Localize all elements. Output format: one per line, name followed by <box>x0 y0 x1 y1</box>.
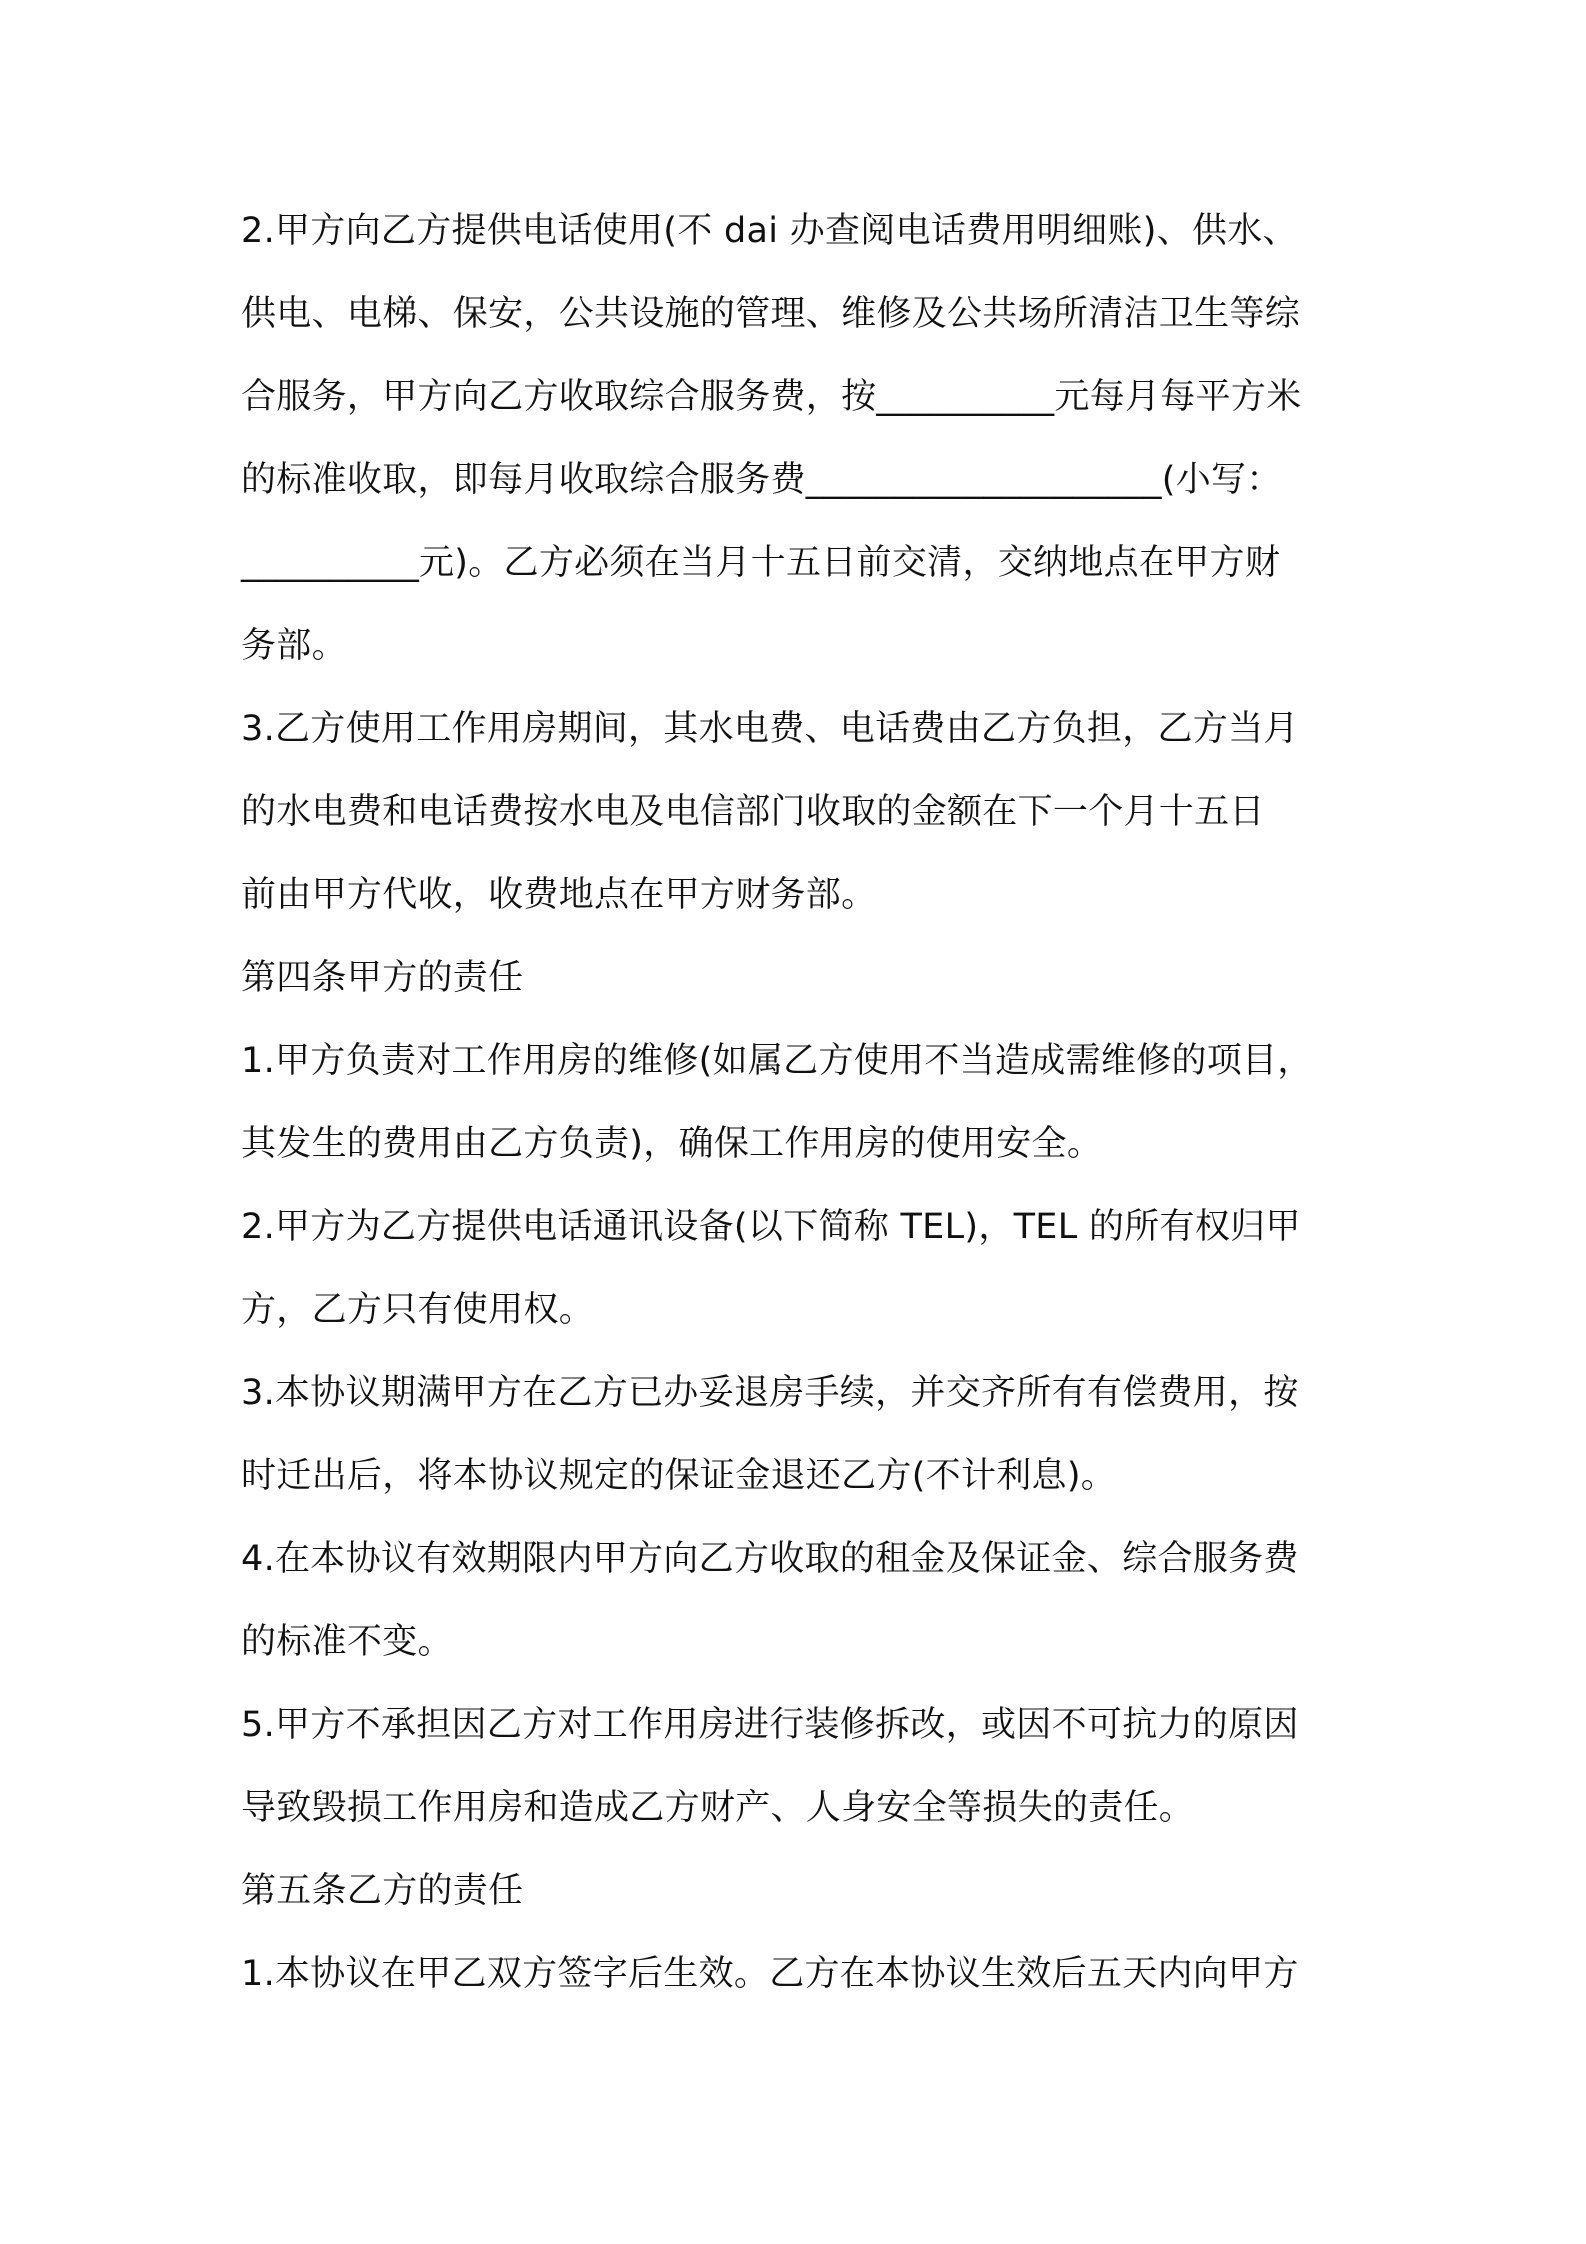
text-line: 2.甲方为乙方提供电话通讯设备(以下简称 TEL)，TEL 的所有权归甲 <box>241 1207 1301 1247</box>
text-line: 的标准收取，即每月收取综合服务费____________________(小写： <box>241 460 1282 500</box>
section-heading: 第五条乙方的责任 <box>241 1871 524 1911</box>
document-body <box>241 202 1351 2028</box>
section-heading: 第四条甲方的责任 <box>241 958 524 998</box>
text-line: 导致毁损工作用房和造成乙方财产、人身安全等损失的责任。 <box>241 1788 1195 1828</box>
text-line: 1.甲方负责对工作用房的维修(如属乙方使用不当造成需维修的项目， <box>241 1041 1313 1081</box>
text-line: 3.本协议期满甲方在乙方已办妥退房手续，并交齐所有有偿费用，按 <box>241 1373 1299 1413</box>
text-line: 前由甲方代收，收费地点在甲方财务部。 <box>241 875 877 915</box>
text-line: 的标准不变。 <box>241 1622 453 1662</box>
text-line: 的水电费和电话费按水电及电信部门收取的金额在下一个月十五日 <box>241 792 1265 832</box>
text-line: 供电、电梯、保安，公共设施的管理、维修及公共场所清洁卫生等综 <box>241 294 1301 334</box>
text-line: 2.甲方向乙方提供电话使用(不 dai 办查阅电话费用明细账)、供水、 <box>241 211 1298 251</box>
text-line: 方，乙方只有使用权。 <box>241 1290 595 1330</box>
text-line: 合服务，甲方向乙方收取综合服务费，按__________元每月每平方米 <box>241 377 1302 417</box>
text-line: 其发生的费用由乙方负责)，确保工作用房的使用安全。 <box>241 1124 1103 1164</box>
text-line: 务部。 <box>241 626 347 666</box>
text-line: 3.乙方使用工作用房期间，其水电费、电话费由乙方负担，乙方当月 <box>241 709 1299 749</box>
text-line: 5.甲方不承担因乙方对工作用房进行装修拆改，或因不可抗力的原因 <box>241 1705 1299 1745</box>
text-line: 时迁出后，将本协议规定的保证金退还乙方(不计利息)。 <box>241 1456 1117 1496</box>
text-line: 1.本协议在甲乙双方签字后生效。乙方在本协议生效后五天内向甲方 <box>241 1954 1299 1994</box>
text-line: 4.在本协议有效期限内甲方向乙方收取的租金及保证金、综合服务费 <box>241 1539 1299 1579</box>
text-line: __________元)。乙方必须在当月十五日前交清，交纳地点在甲方财 <box>241 543 1281 583</box>
